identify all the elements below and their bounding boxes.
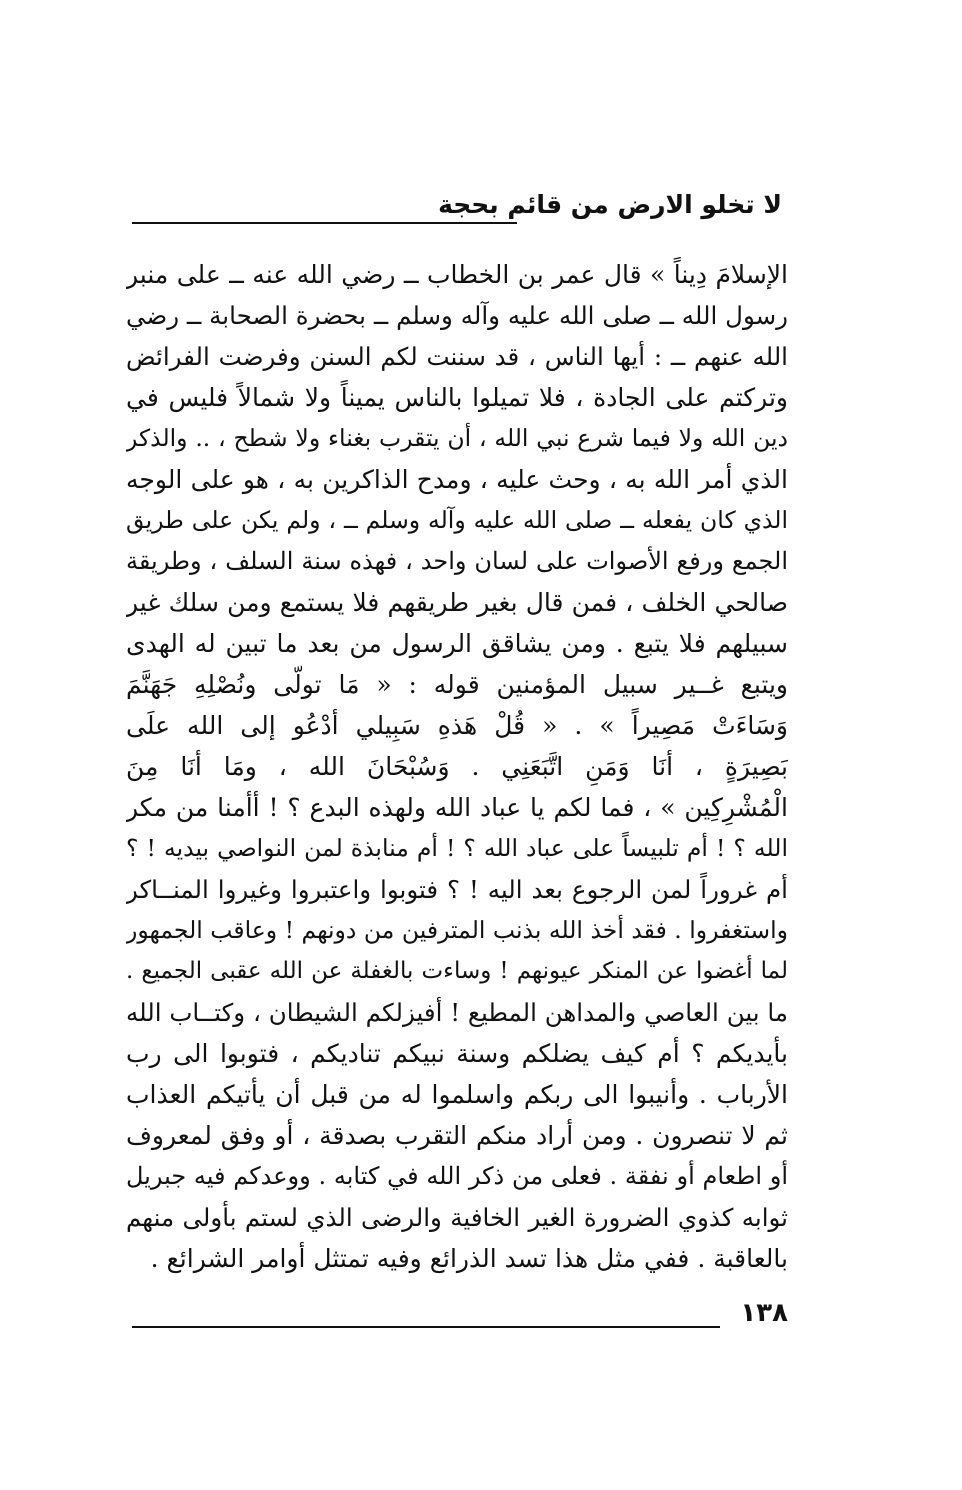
text-line: الأرباب . وأنيبوا الى ربكم واسلموا له من قبل أن يأتيكم العذاب — [126, 1080, 788, 1109]
running-header-title: لا تخلو الارض من قائم بحجة — [438, 190, 782, 219]
text-line: بالعاقبة . ففي مثل هذا تسد الذرائع وفيه تمتثل أوامر الشرائع . — [150, 1244, 788, 1273]
text-line: بأيديكم ؟ أم كيف يضلكم وسنة نبيكم تناديكم ، فتوبوا الى رب — [126, 1039, 788, 1068]
text-line: الجمع ورفع الأصوات على لسان واحد ، فهذه سنة السلف ، وطريقة — [126, 547, 788, 575]
text-line: أم غروراً لمن الرجوع بعد اليه ! ؟ فتوبوا واعتبروا وغيروا المنــاكر — [126, 875, 788, 904]
text-line: وتركتم على الجادة ، فلا تميلوا بالناس يميناً ولا شمالاً فليس في — [126, 383, 788, 412]
text-line: ويتبع غــير سبيل المؤمنين قوله : « مَا تولّى ونُصْلِهِ جَهَنَّمَ — [126, 670, 788, 699]
page-number: ١٣٨ — [740, 1298, 788, 1328]
text-line: الْمُشْرِكِين » ، فما لكم يا عباد الله ولهذه البدع ؟ ! أأمنا من مكر — [126, 793, 788, 822]
header-rule — [132, 222, 517, 224]
text-line: دين الله ولا فيما شرع نبي الله ، أن يتقرب بغناء ولا شطح ، .. والذكر — [126, 424, 788, 452]
text-line: بَصِيرَةٍ ، أنَا وَمَنِ اتَّبَعَنِي . وَسُبْحَانَ الله ، ومَا أنَا مِنَ — [126, 752, 788, 781]
text-line: لما أغضوا عن المنكر عيونهم ! وساءت بالغفلة عن الله عقبى الجميع . — [126, 958, 788, 984]
text-line: الله ؟ ! أم تلبيساً على عباد الله ؟ ! أم منابذة لمن النواصي بيديه ! ؟ — [126, 834, 788, 862]
page-body — [126, 254, 788, 1279]
text-line: الله عنهم ــ : أيها الناس ، قد سننت لكم السنن وفرضت الفرائض — [126, 342, 788, 371]
text-line: الذي أمر الله به ، وحث عليه ، ومدح الذاكرين به ، هو على الوجه — [126, 465, 788, 494]
text-line: ما بين العاصي والمداهن المطيع ! أفيزلكم الشيطان ، وكتــاب الله — [126, 998, 788, 1027]
text-line: وَسَاءَتْ مَصِيراً » . « قُلْ هَذهِ سَبِيلي أدْعُو إلى الله علَى — [126, 711, 788, 740]
text-line: رسول الله ــ صلى الله عليه وآله وسلم ــ بحضرة الصحابة ــ رضي — [126, 301, 788, 330]
text-line: صالحي الخلف ، فمن قال بغير طريقهم فلا يستمع ومن سلك غير — [126, 588, 788, 617]
text-line: ثم لا تنصرون . ومن أراد منكم التقرب بصدقة ، أو وفق لمعروف — [126, 1121, 788, 1150]
text-line: أو اطعام أو نفقة . فعلى من ذكر الله في كتابه . ووعدكم فيه جبريل — [126, 1162, 788, 1190]
text-line: واستغفروا . فقد أخذ الله بذنب المترفين من دونهم ! وعاقب الجمهور — [126, 916, 788, 944]
text-line: ثوابه كذوي الضرورة الغير الخافية والرضى الذي لستم بأولى منهم — [126, 1203, 788, 1232]
text-line: الذي كان يفعله ــ صلى الله عليه وآله وسلم ــ ، ولم يكن على طريق — [126, 506, 788, 534]
text-line: سبيلهم فلا يتبع . ومن يشاقق الرسول من بعد ما تبين له الهدى — [126, 629, 788, 658]
text-line: الإسلامَ دِيناً » قال عمر بن الخطاب ــ رضي الله عنه ــ على منبر — [126, 260, 788, 289]
footer-rule — [132, 1326, 720, 1328]
